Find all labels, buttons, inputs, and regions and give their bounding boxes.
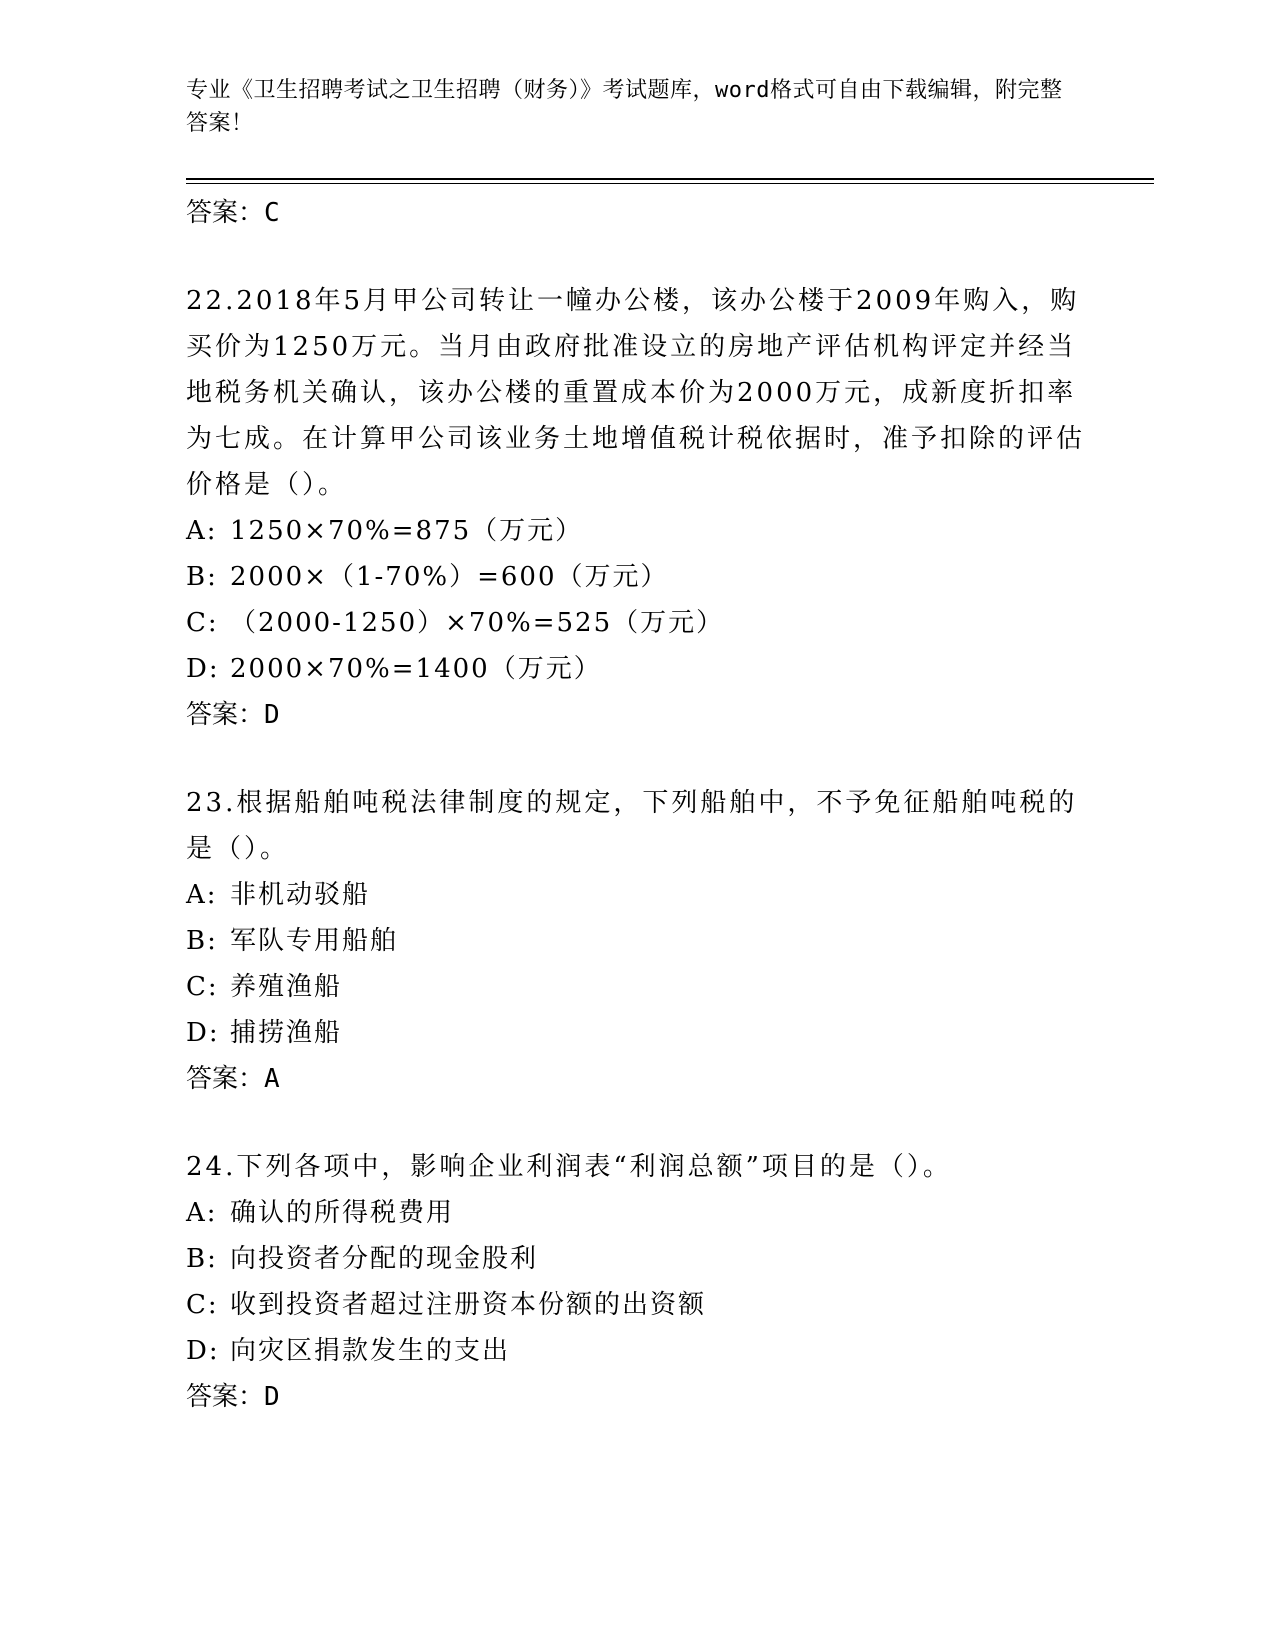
question-stem: 23.根据船舶吨税法律制度的规定，下列船舶中，不予免征船舶吨税的是（）。 [186,788,1078,864]
page-header: 专业《卫生招聘考试之卫生招聘（财务）》考试题库，word格式可自由下载编辑，附完整答案！ [186,78,1063,136]
option-text: 养殖渔船 [230,972,343,1002]
answer-line: 答案：D [186,700,280,730]
question-stem: 22.2018年5月甲公司转让一幢办公楼，该办公楼于2009年购入，购买价为1250万元。当月由政府批准设立的房地产评估机构评定并经当地税务机关确认，该办公楼的重置成本价为2000万元，成新度折扣率为七成。在计算甲公司该业务土地增值税计税依据时，准予扣除的评估价格是（）。 [186,286,1086,500]
option-b [186,918,1086,964]
option-a [186,872,1086,918]
option-letter: D: [186,654,220,684]
question-24 [186,1144,1086,1420]
option-letter: C: [186,608,219,638]
option-letter: A: [186,880,218,910]
option-c [186,600,1086,646]
answer-line: 答案：A [186,1064,280,1094]
option-b [186,1236,1086,1282]
option-letter: C: [186,1290,219,1320]
option-letter: A: [186,516,218,546]
option-text: 2000×（1-70%）=600（万元） [230,562,669,592]
answer-line: 答案：C [186,198,280,228]
header-divider-thin [186,183,1154,184]
option-a [186,508,1086,554]
option-c [186,1282,1086,1328]
option-text: 向投资者分配的现金股利 [230,1244,539,1274]
option-letter: A: [186,1198,218,1228]
option-text: 确认的所得税费用 [230,1198,455,1228]
option-letter: D: [186,1018,220,1048]
option-letter: D: [186,1336,220,1366]
option-text: 军队专用船舶 [230,926,399,956]
option-d [186,646,1086,692]
option-letter: B: [186,562,218,592]
option-text: 1250×70%=875（万元） [230,516,584,546]
header-divider-thick [186,178,1154,180]
document-body [186,190,1086,1420]
option-a [186,1190,1086,1236]
option-d [186,1328,1086,1374]
option-d [186,1010,1086,1056]
option-c [186,964,1086,1010]
question-23 [186,780,1086,1102]
question-stem: 24.下列各项中，影响企业利润表“利润总额”项目的是（）。 [186,1152,952,1182]
answer-line: 答案：D [186,1382,280,1412]
option-letter: C: [186,972,219,1002]
option-text: 非机动驳船 [230,880,371,910]
option-text: 捕捞渔船 [230,1018,343,1048]
option-letter: B: [186,1244,218,1274]
option-text: （2000-1250）×70%=525（万元） [230,608,725,638]
option-b [186,554,1086,600]
option-text: 2000×70%=1400（万元） [230,654,602,684]
option-text: 收到投资者超过注册资本份额的出资额 [230,1290,707,1320]
option-letter: B: [186,926,218,956]
question-22 [186,278,1086,738]
option-text: 向灾区捐款发生的支出 [230,1336,511,1366]
